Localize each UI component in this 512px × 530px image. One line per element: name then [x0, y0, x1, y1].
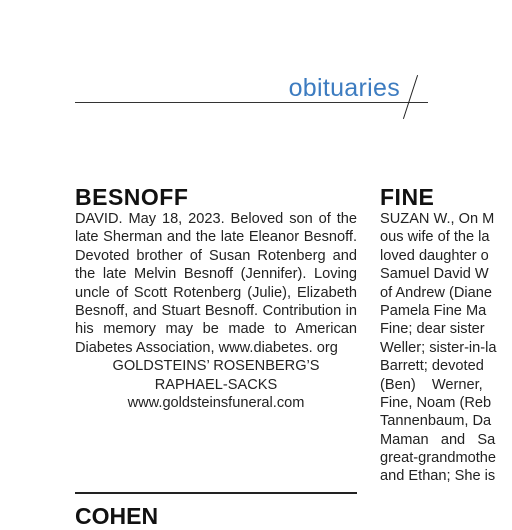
funeral-home-line-2: RAPHAEL-SACKS: [154, 376, 278, 393]
obituary-divider: [75, 492, 357, 494]
obituary-line: (Ben) Werner,: [380, 376, 483, 393]
funeral-home-line-1: GOLDSTEINS’ ROSENBERG’S: [112, 358, 320, 375]
obituary-line: Maman and Sa: [380, 431, 496, 448]
obituary-line: and Ethan; She is: [380, 468, 496, 485]
obituary-fine: [380, 210, 512, 486]
obituary-name-fine: FINE: [380, 184, 435, 210]
obituary-name-besnoff: BESNOFF: [75, 184, 189, 210]
header-rule: [75, 102, 428, 103]
obituary-line: SUZAN W., On M: [380, 211, 495, 227]
obituary-besnoff: [75, 210, 357, 412]
obituary-line: great-grandmothe: [380, 450, 497, 467]
obituary-line: Pamela Fine Ma: [380, 302, 487, 319]
obituary-line: of Andrew (Diane: [380, 284, 492, 301]
obituary-line: Tannenbaum, Da: [380, 413, 492, 430]
obituary-line: Weller; sister-in-la: [380, 339, 497, 356]
obituary-body: DAVID. May 18, 2023. Beloved son of the late Sherman and the late Eleanor Besnoff. Devoted brother of Susan Rotenberg and the late Melvin Besnoff (Jennifer). Loving uncle of Scott Rotenberg (Julie), Elizabeth Besnoff, and Stuart Besnoff. Contribution in his memory may be made to American Diabetes Association, www.diabetes. org: [75, 211, 357, 356]
obituary-line: ous wife of the la: [380, 229, 490, 246]
header-slash: [403, 75, 418, 119]
obituary-line: Fine, Noam (Reb: [380, 394, 492, 411]
funeral-home-website: www.goldsteinsfuneral.com: [127, 395, 305, 412]
obituary-line: loved daughter o: [380, 247, 489, 264]
obituary-line: Barrett; devoted: [380, 358, 484, 375]
obituary-line: Fine; dear sister: [380, 321, 485, 338]
obituary-line: Samuel David W: [380, 266, 489, 283]
obituary-name-cohen: COHEN: [75, 503, 159, 529]
section-title: obituaries: [288, 74, 400, 102]
